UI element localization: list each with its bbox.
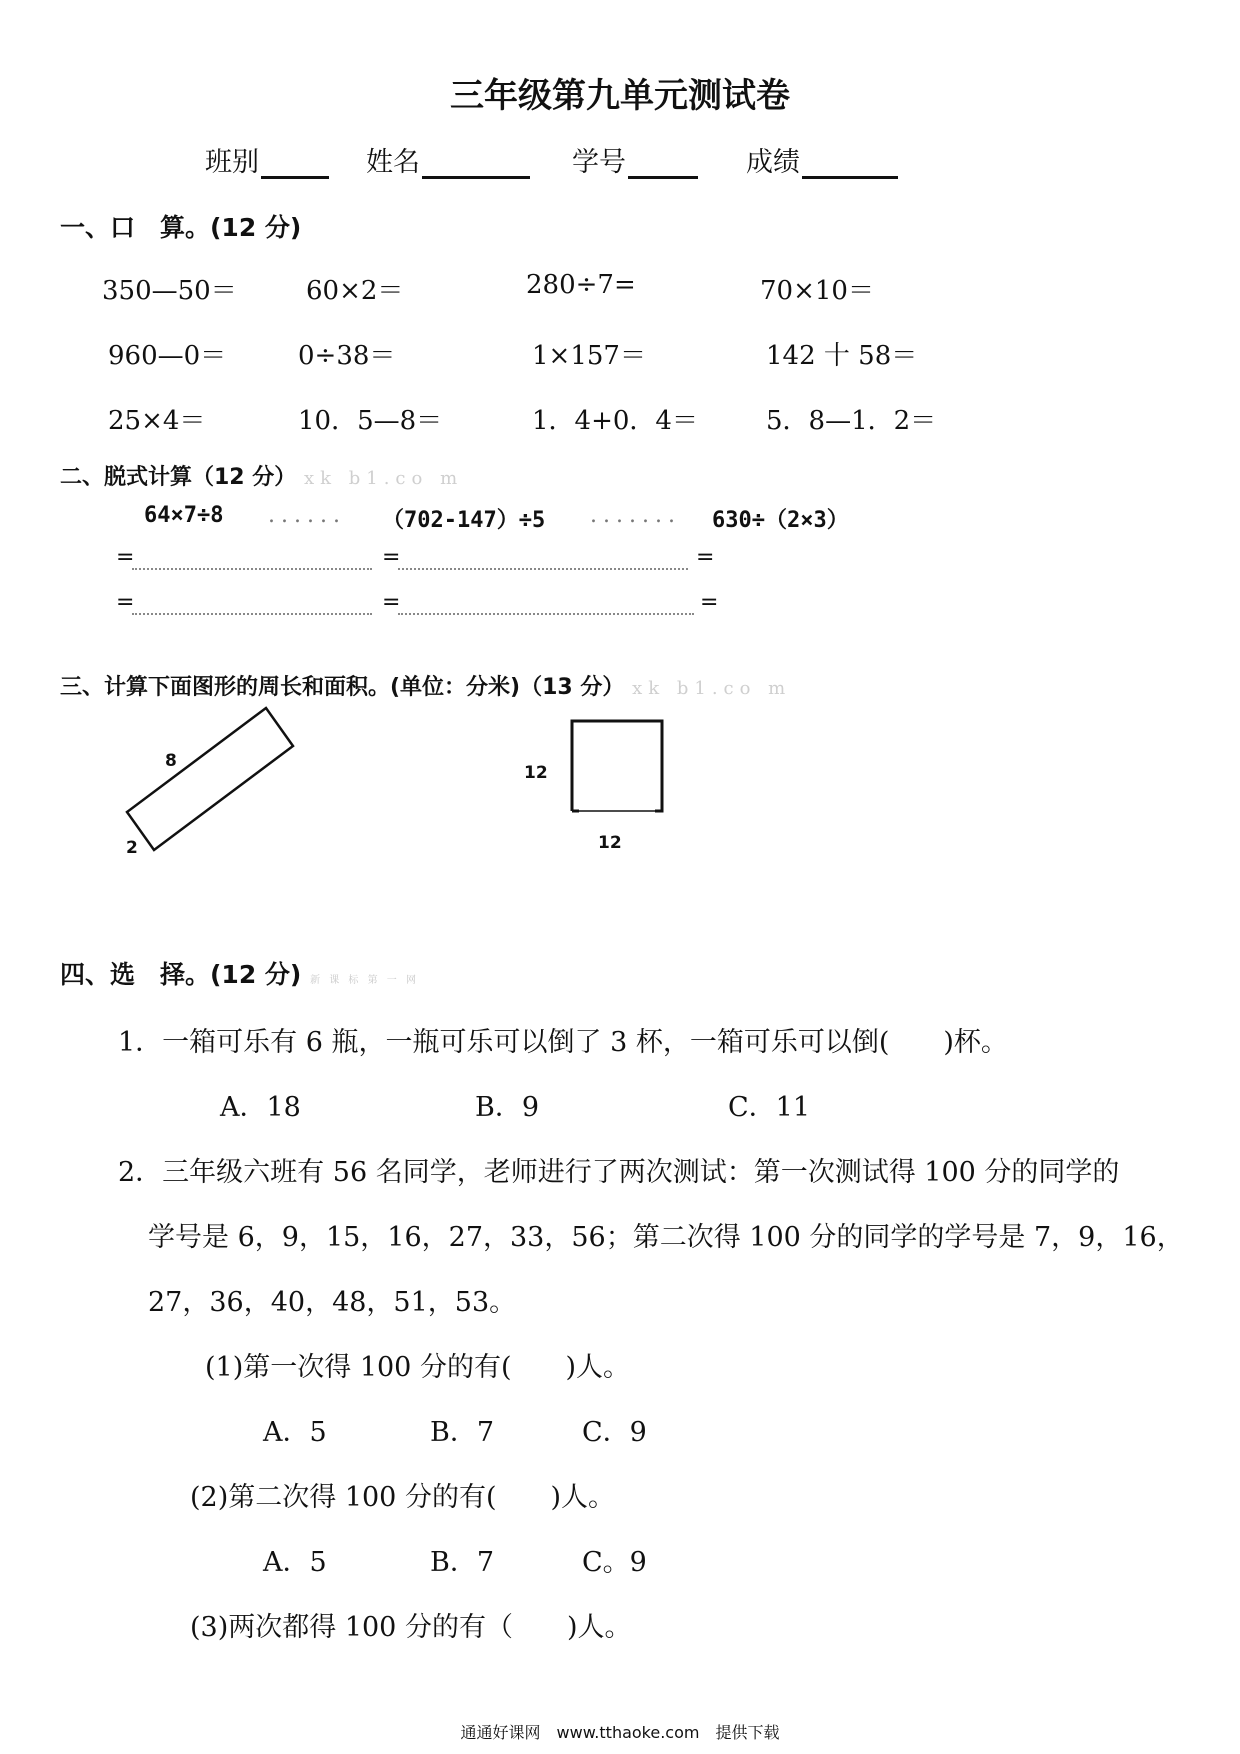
answer-line[interactable]	[398, 568, 688, 570]
calc-item: 1．4+0．4＝	[532, 406, 698, 436]
watermark: xk b1.co m	[303, 468, 464, 489]
expression-3: 630÷（2×3）	[712, 508, 849, 533]
calc-item: 60×2＝	[306, 276, 404, 306]
option[interactable]: A．5	[263, 1547, 327, 1578]
calc-item: 5．8—1．2＝	[766, 406, 937, 436]
sub-question-3: (3)两次都得 100 分的有（ )人。	[190, 1612, 632, 1643]
answer-line[interactable]	[398, 613, 694, 615]
calc-item: 960—0＝	[108, 341, 227, 371]
option[interactable]: C。9	[582, 1547, 647, 1578]
score-label: 成绩	[746, 147, 800, 178]
question-2-line: 学号是 6，9，15，16，27，33，56；第二次得 100 分的同学的学号是 7，9，16，	[148, 1222, 1184, 1253]
option[interactable]: B．9	[475, 1092, 540, 1123]
dotted-gap: .......	[590, 503, 681, 528]
equals-sign: =	[116, 590, 135, 615]
id-blank[interactable]	[628, 150, 698, 179]
class-label: 班别	[205, 147, 259, 178]
watermark: xk b1.co m	[632, 678, 792, 699]
dotted-gap: ......	[268, 503, 346, 528]
equals-sign: =	[696, 545, 715, 570]
figures-diagram	[110, 700, 730, 870]
section2-heading	[60, 460, 463, 491]
square-shape	[572, 721, 662, 811]
section3-heading	[60, 670, 791, 701]
option[interactable]: A．5	[263, 1417, 327, 1448]
calc-item: 350—50＝	[102, 276, 237, 306]
page-title: 三年级第九单元测试卷	[450, 76, 790, 116]
rect-length-label: 8	[165, 751, 177, 771]
expression-1: 64×7÷8	[144, 503, 224, 528]
calc-item: 10．5—8＝	[298, 406, 443, 436]
calc-item: 1×157＝	[532, 341, 646, 371]
class-blank[interactable]	[261, 150, 329, 179]
id-label: 学号	[572, 147, 626, 178]
id-field[interactable]	[572, 140, 698, 179]
section2-title: 二、脱式计算（12 分）	[60, 465, 297, 490]
equals-sign: =	[700, 590, 719, 615]
class-field[interactable]	[205, 140, 329, 179]
name-blank[interactable]	[422, 150, 530, 179]
score-field[interactable]	[746, 140, 898, 179]
calc-item: 25×4＝	[108, 406, 206, 436]
watermark: 新 课 标 第 一 网	[310, 975, 419, 986]
equals-sign: =	[382, 545, 401, 570]
option[interactable]: B．7	[430, 1417, 495, 1448]
rect-width-label: 2	[126, 838, 138, 858]
equals-sign: =	[116, 545, 135, 570]
question-2-line: 27，36，40，48，51，53。	[148, 1287, 517, 1318]
sub-question-1: (1)第一次得 100 分的有( )人。	[205, 1352, 631, 1383]
answer-line[interactable]	[132, 568, 372, 570]
sub-question-2: (2)第二次得 100 分的有( )人。	[190, 1482, 616, 1513]
option[interactable]: B．7	[430, 1547, 495, 1578]
section4-title: 四、选 择。(12 分)	[60, 960, 302, 989]
answer-line[interactable]	[132, 613, 372, 615]
option[interactable]: C．11	[728, 1092, 811, 1123]
section3-title: 三、计算下面图形的周长和面积。(单位：分米)（13 分）	[60, 675, 625, 700]
section4-heading	[60, 955, 419, 991]
square-bottom-label: 12	[598, 833, 622, 853]
question-2-line: 2．三年级六班有 56 名同学，老师进行了两次测试：第一次测试得 100 分的同学的	[118, 1157, 1120, 1188]
equals-sign: =	[382, 590, 401, 615]
calc-item: 70×10＝	[760, 276, 874, 306]
footer-credit: 通通好课网 www.tthaoke.com 提供下载	[460, 1723, 780, 1742]
expression-2: （702-147）÷5	[382, 508, 546, 533]
name-field[interactable]	[366, 140, 530, 179]
rectangle-shape	[127, 708, 293, 850]
calc-item: 142 十 58＝	[766, 341, 918, 371]
calc-item: 280÷7=	[526, 270, 636, 300]
question-1: 1．一箱可乐有 6 瓶，一瓶可乐可以倒了 3 杯，一箱可乐可以倒( )杯。	[118, 1027, 1008, 1058]
calc-item: 0÷38＝	[298, 341, 396, 371]
section1-heading: 一、口 算。(12 分)	[60, 213, 302, 242]
score-blank[interactable]	[802, 150, 898, 179]
option[interactable]: A．18	[220, 1092, 301, 1123]
option[interactable]: C．9	[582, 1417, 647, 1448]
name-label: 姓名	[366, 147, 420, 178]
square-side-label: 12	[524, 763, 548, 783]
